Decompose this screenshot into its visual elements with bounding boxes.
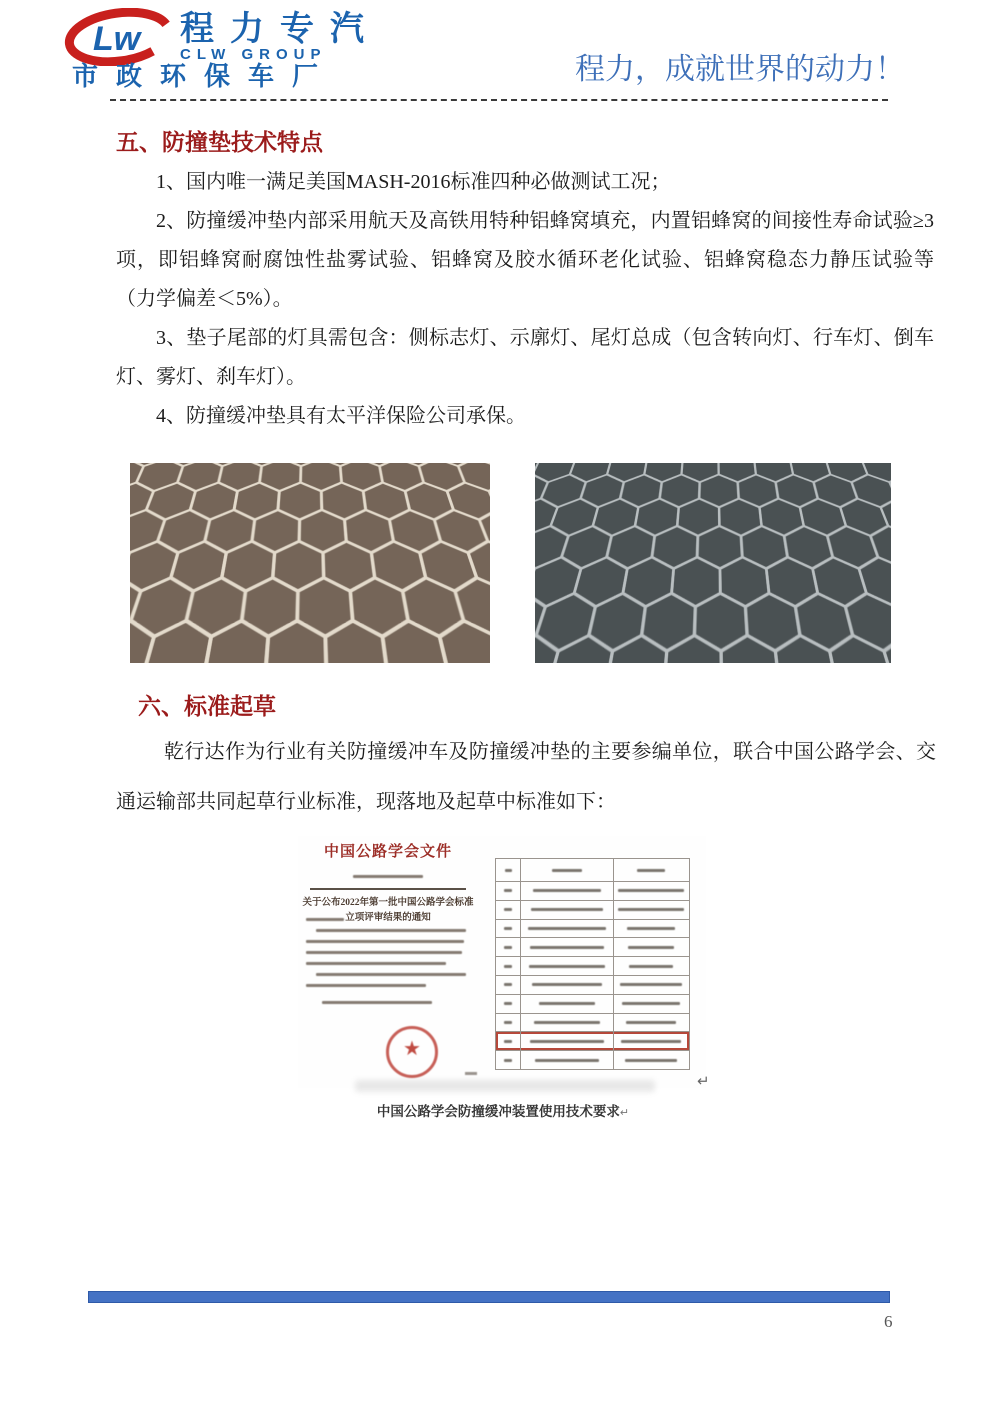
table-row	[496, 994, 689, 1013]
page-number: 6	[884, 1312, 893, 1331]
figure-caption-text: 中国公路学会防撞缓冲装置使用技术要求	[376, 1104, 620, 1119]
brand-name-cn: 程力专汽	[180, 10, 380, 48]
table-header-row	[496, 859, 689, 881]
blurred-text-line	[306, 918, 344, 921]
official-document-scan	[302, 836, 474, 1086]
table-row	[496, 975, 689, 994]
honeycomb-photo-warm	[130, 463, 490, 663]
section5-item-1: 1、国内唯一满足美国MASH-2016标准四种必做测试工况；	[156, 171, 671, 193]
notice-title: 关于公布2022年第一批中国公路学会标准立项评审结果的通知	[302, 898, 474, 923]
brand-block	[180, 12, 380, 62]
table-row	[496, 1013, 689, 1032]
figure-caption	[298, 1100, 708, 1120]
section5-item-3: 3、垫子尾部的灯具需包含：侧标志灯、示廓灯、尾灯总成（包含转向灯、行车灯、倒车灯、雾灯、刹车灯）。	[116, 327, 934, 388]
seal-star-icon: ★	[403, 1038, 421, 1060]
section5-item-2: 2、防撞缓冲垫内部采用航天及高铁用特种铝蜂窝填充，内置铝蜂窝的间接性寿命试验≥3项，即铝蜂窝耐腐蚀性盐雾试验、铝蜂窝及胶水循环老化试验、铝蜂窝稳态力静压试验等（力学偏差＜5%）。	[116, 210, 934, 310]
red-seal-icon	[386, 1026, 438, 1078]
ghost-text-artifact	[355, 1080, 655, 1092]
section5-body	[116, 163, 934, 436]
standards-table-scan	[495, 858, 690, 1070]
blurred-text-line	[306, 962, 446, 965]
blurred-text-line	[316, 929, 466, 932]
caption-return-mark: ↵	[619, 1107, 630, 1119]
blurred-text-line	[306, 940, 464, 943]
svg-text:Lw: Lw	[93, 20, 141, 58]
section6-title: 六、标准起草	[138, 693, 276, 719]
return-mark: ↵	[697, 1074, 710, 1090]
brand-name-en: CLW GROUP	[180, 46, 327, 63]
document-rule	[310, 888, 466, 890]
section5-title: 五、防撞垫技术特点	[116, 129, 323, 155]
table-row	[496, 900, 689, 919]
blurred-text-line	[322, 1001, 432, 1004]
standards-document-figure	[298, 836, 706, 1088]
table-row	[496, 956, 689, 975]
section5-item-4: 4、防撞缓冲垫具有太平洋保险公司承保。	[156, 405, 526, 427]
table-row-highlighted	[496, 1031, 689, 1050]
blurred-text-line	[306, 984, 426, 987]
document-number-blur	[353, 875, 423, 878]
table-row	[496, 937, 689, 956]
footer-blue-bar	[88, 1291, 890, 1303]
table-row	[496, 881, 689, 900]
factory-name: 市政环保车厂	[72, 61, 337, 91]
photo-edge-highlight	[875, 463, 891, 663]
blurred-text-line	[316, 973, 466, 976]
section6-paragraph: 乾行达作为行业有关防撞缓冲车及防撞缓冲垫的主要参编单位，联合中国公路学会、交通运输部共同起草行业标准，现落地及起草中标准如下：	[116, 741, 936, 813]
table-row	[496, 1050, 689, 1069]
honeycomb-photo-gray	[535, 463, 891, 663]
page-mark-blur	[465, 1072, 477, 1075]
header-dashed-divider	[110, 99, 888, 101]
company-slogan: 程力，成就世界的动力！	[575, 53, 905, 86]
table-row	[496, 919, 689, 938]
document-title: 中国公路学会文件	[323, 844, 452, 860]
blurred-text-line	[306, 951, 462, 954]
